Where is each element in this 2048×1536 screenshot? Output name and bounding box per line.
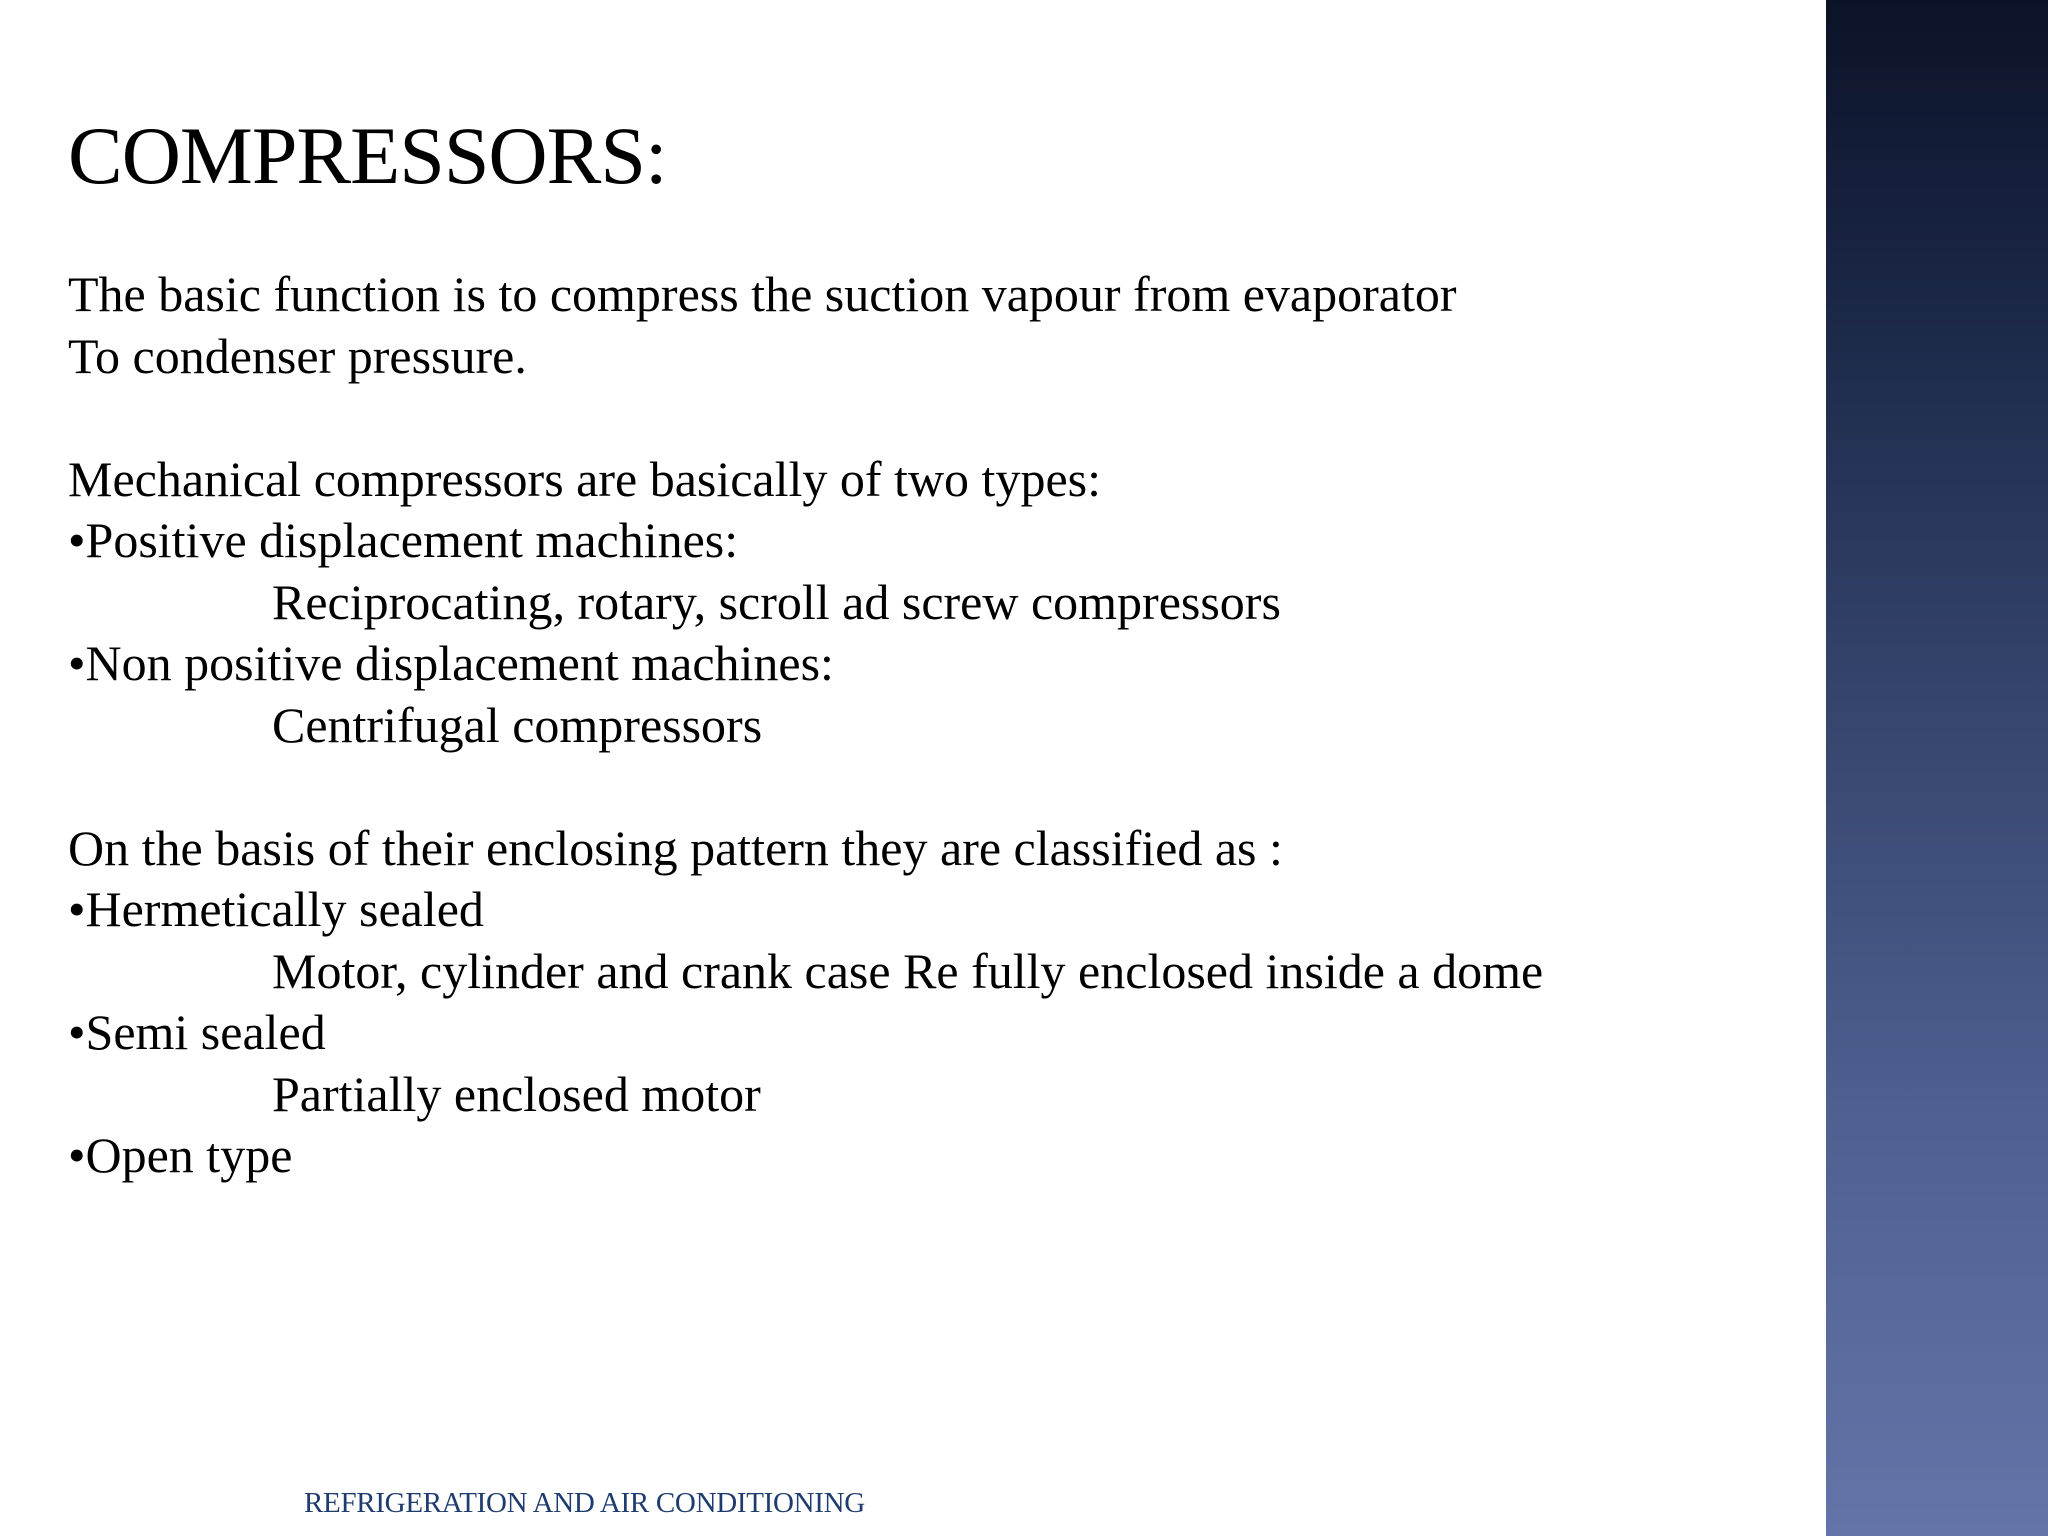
bullet-non-positive-displacement: •Non positive displacement machines: [68,635,834,691]
decorative-side-band [1826,0,2048,1536]
non-positive-displacement-detail: Centrifugal compressors [272,696,763,753]
types-heading: Mechanical compressors are basically of two types: [68,450,1101,507]
bullet-semi-sealed: •Semi sealed [68,1004,326,1060]
enclosing-heading: On the basis of their enclosing pattern they are classified as : [68,819,1283,876]
hermetically-sealed-detail: Motor, cylinder and crank case Re fully enclosed inside a dome [272,942,1544,999]
slide-title: COMPRESSORS: [68,110,667,201]
intro-line-1: The basic function is to compress the suction vapour from evaporator [68,266,1457,322]
spacer [68,756,1808,818]
positive-displacement-detail: Reciprocating, rotary, scroll ad screw compressors [272,573,1281,630]
intro-line-2: To condenser pressure. [68,327,527,384]
slide-body [68,264,1808,1187]
bullet-open-type: •Open type [68,1127,293,1183]
spacer [68,387,1808,449]
slide-footer: REFRIGERATION AND AIR CONDITIONING [304,1487,865,1519]
bullet-positive-displacement: •Positive displacement machines: [68,512,739,568]
semi-sealed-detail: Partially enclosed motor [272,1065,761,1122]
bullet-hermetically-sealed: •Hermetically sealed [68,881,484,937]
